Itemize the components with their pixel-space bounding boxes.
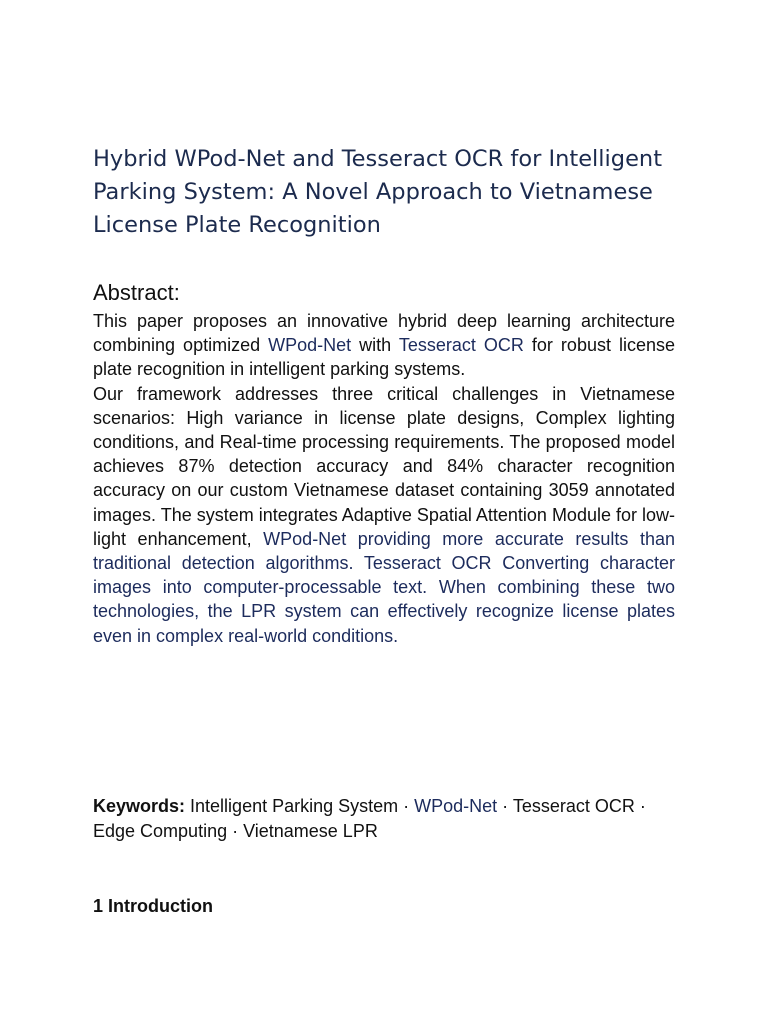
paper-title: Hybrid WPod-Net and Tesseract OCR for Intelligent Parking System: A Novel Approach to Vietnamese License Plate Recognition	[93, 146, 663, 238]
abstract-text: Our framework addresses three critical challenges in Vietnamese scenarios: High variance in license plate designs, Complex lighting conditions, and Real-time processing requirements. The proposed model achieves 87% detection accuracy and 84% character recognition accuracy on our custom Vietnamese dataset containing 3059 annotated images. The system integrates Adaptive Spatial Attention Module for low-light enhancement,	[93, 383, 675, 549]
abstract-text: for robust license plate recognition in intelligent parking systems.	[93, 335, 676, 380]
keyword-wpod-net: WPod-Net	[414, 796, 498, 816]
abstract-body	[93, 309, 675, 648]
abstract-heading: Abstract:	[93, 280, 180, 305]
abstract-term-wpod-net: WPod-Net	[268, 335, 352, 356]
keyword-text: · Tesseract OCR · Edge Computing · Vietnamese LPR	[93, 796, 646, 841]
section-heading-introduction: 1 Introduction	[93, 896, 213, 916]
keywords-label: Keywords:	[93, 796, 186, 816]
abstract-highlighted-text: WPod-Net providing more accurate results than traditional detection algorithms. Tesseract OCR Converting character images into computer-processable text. When combining these two technologies, the LPR system can effectively recognize license plates even in complex real-world conditions.	[93, 528, 675, 646]
abstract-text: This paper proposes an innovative hybrid deep learning architecture combining optimized	[93, 311, 675, 356]
keyword-text: Intelligent Parking System ·	[185, 796, 415, 816]
abstract-term-tesseract-ocr: Tesseract OCR	[398, 335, 524, 356]
keywords-line	[93, 794, 675, 844]
abstract-text: with	[351, 335, 399, 356]
abstract-paragraph-1	[93, 309, 675, 382]
abstract-paragraph-2	[93, 382, 675, 648]
